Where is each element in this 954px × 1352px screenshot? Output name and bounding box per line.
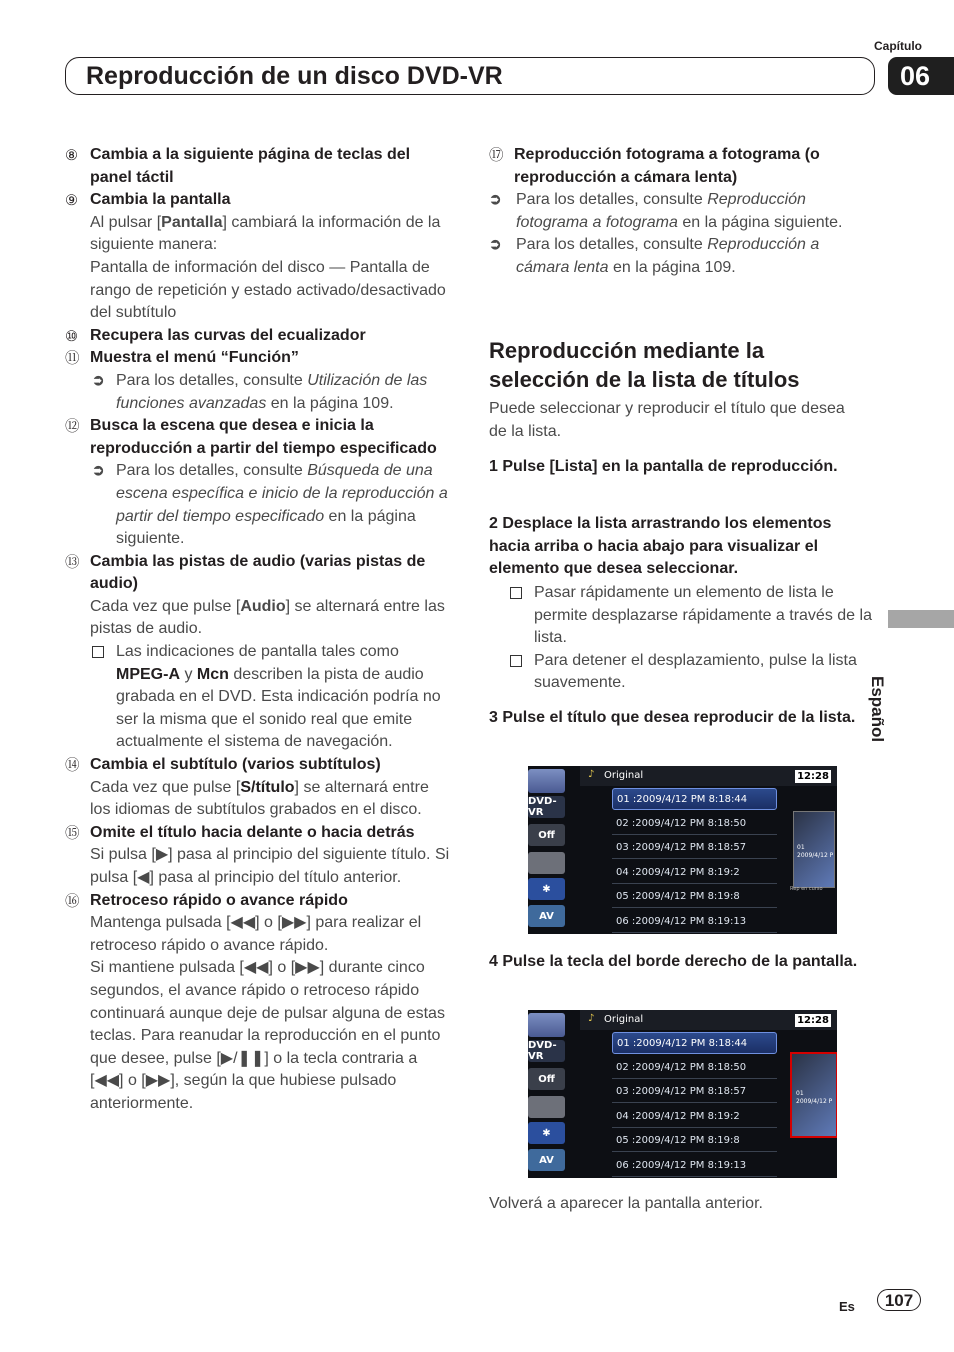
text: Para los detalles, consulte (116, 371, 308, 389)
text: Cada vez que pulse [ (90, 597, 241, 615)
item-14 (65, 754, 453, 822)
item-text: Si pulsa [▶] pasa al principio del siguiente título. Si pulsa [◀] pasa al principio del título anterior. (90, 846, 450, 886)
item-number: ⑫ (65, 419, 80, 436)
screen-header-title: Original (604, 1014, 644, 1025)
item-title: Cambia la pantalla (90, 191, 231, 209)
text: Pasar rápidamente un elemento de lista le permite desplazarse rápidamente a través de la lista. (534, 584, 872, 647)
reference-note (489, 234, 874, 279)
bluetooth-tab-top-icon (528, 1013, 565, 1037)
list-item[interactable]: 03 :2009/4/12 PM 8:18:57 (612, 1081, 777, 1103)
item-text: Mantenga pulsada [◀◀] o [▶▶] para realizar el retroceso rápido o avance rápido. (90, 914, 422, 954)
list-item[interactable]: 05 :2009/4/12 PM 8:19:8 (612, 886, 777, 908)
clock: 12:28 (795, 1014, 831, 1027)
text: Las indicaciones de pantalla tales como (116, 643, 399, 661)
step-1: 1 Pulse [Lista] en la pantalla de reproducción. (489, 458, 838, 475)
reference-note (65, 370, 453, 415)
list-item[interactable]: 06 :2009/4/12 PM 8:19:13 (612, 911, 777, 933)
item-8 (65, 144, 453, 189)
closing-text: Volverá a aparecer la pantalla anterior. (489, 1195, 763, 1212)
music-note-icon: ♪ (588, 1013, 595, 1024)
item-title: Busca la escena que desea e inicia la reproducción a partir del tiempo especificado (90, 417, 437, 457)
step-3: 3 Pulse el título que desea reproducir de la lista. (489, 709, 856, 726)
text: y (180, 665, 197, 683)
tab-dvdvr: DVD-VR (528, 796, 565, 818)
check-list (489, 582, 874, 695)
text: Para los detalles, consulte (516, 191, 708, 209)
text: Al pulsar [ (90, 213, 162, 231)
item-number: ⑨ (65, 193, 78, 210)
text: Cada vez que pulse [ (90, 778, 241, 796)
arrow-icon: ➲ (92, 371, 105, 389)
reference-title: Reproducción fotograma a fotograma (516, 191, 806, 231)
section-heading: Reproducción mediante la selección de la lista de títulos (489, 338, 800, 392)
bluetooth-icon: ✱ (528, 878, 565, 900)
check-note (489, 650, 874, 695)
arrow-icon: ➲ (489, 236, 502, 254)
item-title: Omite el título hacia delante o hacia detrás (90, 823, 415, 841)
item-title: Recupera las curvas del ecualizador (90, 326, 366, 344)
item-number: ⑰ (489, 148, 504, 164)
text: Para los detalles, consulte (516, 236, 708, 254)
item-title: Muestra el menú “Función” (90, 349, 299, 367)
item-13 (65, 551, 453, 641)
list-item[interactable]: 03 :2009/4/12 PM 8:18:57 (612, 837, 777, 859)
text: describen la pista de audio grabada en el DVD. Esta indicación podría no ser la misma que el sonido real que emite actualmente el sistema de navegación. (116, 665, 441, 751)
page-title: Reproducción de un disco DVD-VR (86, 62, 503, 90)
reference-title: Utilización de las funciones avanzadas (116, 371, 428, 412)
thumb-number: 01 (797, 844, 805, 851)
list-item[interactable]: 01 :2009/4/12 PM 8:18:44 (612, 1032, 777, 1054)
key-name: Audio (240, 597, 286, 615)
item-9 (65, 189, 453, 325)
list-item[interactable]: 02 :2009/4/12 PM 8:18:50 (612, 1057, 777, 1079)
list-item[interactable]: 04 :2009/4/12 PM 8:19:2 (612, 862, 777, 884)
check-note (489, 582, 874, 650)
screenshot-edge-key (528, 1010, 837, 1178)
key-name: S/título (240, 778, 295, 796)
edge-key-thumbnail[interactable] (790, 1052, 837, 1138)
check-note (65, 641, 453, 754)
key-name: Mcn (196, 665, 229, 683)
bluetooth-tab-top-icon (528, 769, 565, 793)
text: en la página 109. (608, 258, 736, 276)
item-number: ⑯ (65, 893, 80, 910)
screen-header (580, 1010, 837, 1030)
ipod-tab-icon (528, 1096, 565, 1118)
text: Para los detalles, consulte (116, 462, 308, 480)
tab-av: AV (528, 905, 565, 927)
text: ] se alternará entre los idiomas de subtítulos grabados en el disco. (90, 778, 429, 819)
text: ] cambiará la información de la siguiente manera: (90, 213, 441, 254)
item-10 (65, 325, 453, 348)
screenshot-list (528, 766, 837, 934)
arrow-icon: ➲ (489, 191, 502, 209)
item-title: Retroceso rápido o avance rápido (90, 891, 348, 909)
page-number: 107 (877, 1289, 921, 1311)
reference-title: Reproducción a cámara lenta (516, 236, 820, 276)
item-number: ⑩ (65, 328, 78, 345)
screen-header-title: Original (604, 770, 644, 781)
section-intro: Puede seleccionar y reproducir el título que desea de la lista. (489, 400, 845, 440)
tab-dvdvr: DVD-VR (528, 1040, 565, 1062)
tab-av: AV (528, 1149, 565, 1171)
item-number: ⑪ (65, 351, 80, 368)
text: en la página 109. (266, 394, 394, 412)
item-number: ⑧ (65, 148, 78, 164)
list-item[interactable]: 04 :2009/4/12 PM 8:19:2 (612, 1106, 777, 1128)
text: en la página siguiente. (677, 213, 843, 231)
step-4: 4 Pulse la tecla del borde derecho de la pantalla. (489, 953, 858, 970)
item-16 (65, 890, 453, 1116)
item-number: ⑮ (65, 825, 80, 842)
key-name: MPEG-A (116, 665, 180, 683)
item-title: Cambia el subtítulo (varios subtítulos) (90, 756, 381, 774)
item-text: Pantalla de información del disco — Pantalla de rango de repetición y estado activado/desactivado del subtítulo (90, 258, 446, 322)
chapter-number: 06 (888, 57, 954, 95)
item-11 (65, 347, 453, 370)
text: ] se alternará entre las pistas de audio. (90, 597, 445, 638)
ipod-tab-icon (528, 852, 565, 874)
reference-title: Búsqueda de una escena específica e inicio de la reproducción a partir del tiempo especificado (116, 462, 448, 525)
left-column (65, 144, 453, 1116)
text: en la página siguiente. (116, 507, 416, 548)
side-tab (888, 610, 954, 628)
arrow-icon: ➲ (92, 462, 105, 480)
item-title: Cambia las pistas de audio (varias pistas de audio) (90, 552, 426, 593)
step-2: 2 Desplace la lista arrastrando los elementos hacia arriba o hacia abajo para visualizar el elemento que desea seleccionar. (489, 515, 832, 578)
checkbox-icon (510, 655, 522, 667)
reference-note (489, 189, 874, 234)
key-name: Pantalla (161, 213, 223, 231)
item-text (90, 777, 453, 822)
clock: 12:28 (795, 770, 831, 783)
item-number: ⑬ (65, 554, 80, 571)
checkbox-icon (92, 646, 104, 658)
list-item[interactable]: 06 :2009/4/12 PM 8:19:13 (612, 1155, 777, 1177)
item-17 (489, 144, 874, 189)
item-title: Reproducción fotograma a fotograma (o reproducción a cámara lenta) (514, 146, 820, 186)
thumb-number: 01 (796, 1090, 804, 1097)
list-item[interactable]: 05 :2009/4/12 PM 8:19:8 (612, 1130, 777, 1152)
reference-note (65, 460, 453, 550)
chapter-label: Capítulo (874, 39, 922, 53)
thumb-note: Rep en curso (790, 886, 823, 892)
item-text (90, 212, 453, 257)
tab-off: Off (528, 824, 565, 846)
item-title: Cambia a la siguiente página de teclas del panel táctil (90, 146, 411, 186)
item-text (90, 596, 453, 641)
language-label: Español (868, 676, 887, 743)
screen-header (580, 766, 837, 786)
item-12 (65, 415, 453, 460)
item-number: ⑭ (65, 758, 80, 775)
music-note-icon: ♪ (588, 769, 595, 780)
right-column (489, 144, 874, 280)
checkbox-icon (510, 587, 522, 599)
thumb-date: 2009/4/12 P (797, 852, 834, 859)
item-text: Si mantiene pulsada [◀◀] o [▶▶] durante cinco segundos, el avance rápido o retroceso rápido continuará aunque deje de pulsar alguna de estas teclas. Para reanudar la reproducción en el punto que desee, pulse [▶/❚❚] o la tecla contraria a [◀◀] o [▶▶], según la que hubiese pulsado anteriormente. (90, 959, 445, 1112)
footer-language: Es (839, 1299, 855, 1314)
tab-off: Off (528, 1068, 565, 1090)
text: Para detener el desplazamiento, pulse la lista suavemente. (534, 651, 857, 692)
list-item[interactable]: 02 :2009/4/12 PM 8:18:50 (612, 813, 777, 835)
list-item[interactable]: 01 :2009/4/12 PM 8:18:44 (612, 788, 777, 810)
video-thumbnail[interactable] (793, 811, 835, 888)
item-15 (65, 822, 453, 890)
thumb-date: 2009/4/12 P (796, 1098, 833, 1105)
bluetooth-icon: ✱ (528, 1122, 565, 1144)
